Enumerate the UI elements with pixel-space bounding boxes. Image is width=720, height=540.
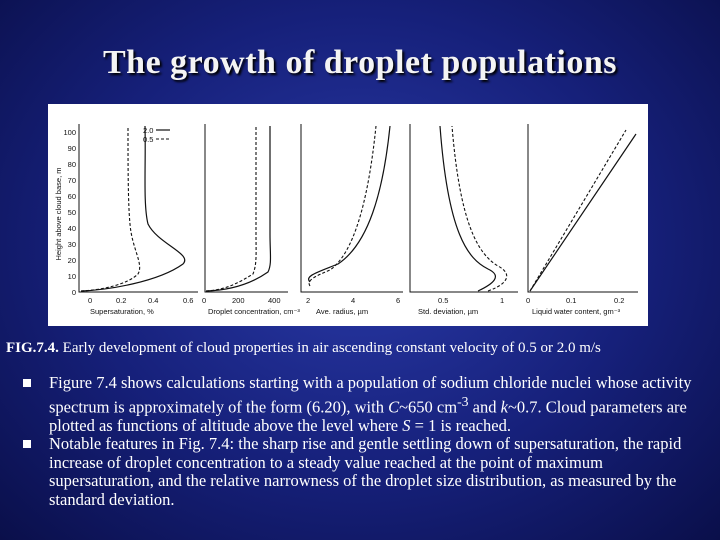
x-tick: 0 <box>202 296 207 305</box>
legend-solid: 2.0 <box>143 126 154 135</box>
figure-caption <box>6 340 720 357</box>
x-axis-label: Liquid water content, gm⁻³ <box>532 307 621 316</box>
y-axis-label: Height above cloud base, m <box>54 167 63 261</box>
bullet-item <box>22 435 702 509</box>
bullet-list <box>22 374 702 510</box>
bullet-text: and <box>468 397 501 417</box>
y-tick: 20 <box>67 256 76 265</box>
x-tick: 2 <box>306 296 311 305</box>
y-tick: 100 <box>63 128 76 137</box>
x-tick: 6 <box>396 296 401 305</box>
figure-image <box>48 104 648 326</box>
y-tick: 30 <box>67 240 76 249</box>
figure-plot <box>48 104 648 326</box>
x-axis-label: Ave. radius, µm <box>316 307 369 316</box>
bullet-square-icon <box>23 379 31 387</box>
caption-text: Early development of cloud properties in air ascending constant velocity of 0.5 or 2.0 m/s <box>58 340 601 356</box>
bullet-text: Figure 7.4 shows calculations starting with a population of sodium chloride nuclei whose activity spectrum is approximately of the form (6.20), with <box>49 373 692 417</box>
x-tick: 0.5 <box>438 296 449 305</box>
legend <box>143 126 170 144</box>
y-tick: 40 <box>67 224 76 233</box>
panel-droplet-concentration <box>202 124 300 316</box>
x-tick: 400 <box>268 296 281 305</box>
slide-title: The growth of droplet populations <box>103 44 617 81</box>
bullet-item <box>22 374 702 435</box>
panel-supersaturation <box>79 124 198 316</box>
panel-liquid-water <box>526 124 638 316</box>
x-tick: 0 <box>526 296 531 305</box>
caption-label: FIG.7.4. <box>6 340 59 356</box>
x-axis-label: Std. deviation, µm <box>418 307 479 316</box>
bullet-text: = 1 is reached. <box>410 415 511 435</box>
bullet-italic: S <box>402 415 411 435</box>
x-tick: 1 <box>500 296 505 305</box>
bullet-text: ~650 cm <box>399 397 458 417</box>
x-axis-label: Supersaturation, % <box>90 307 154 316</box>
panel-average-radius <box>301 124 403 316</box>
bullet-text: ~0.7. Cloud parameters are plotted as functions of altitude above the level where <box>49 397 687 435</box>
y-tick: 80 <box>67 160 76 169</box>
x-tick: 0.2 <box>116 296 127 305</box>
x-tick: 0.6 <box>183 296 194 305</box>
bullet-italic: k <box>500 397 508 417</box>
panel-std-deviation <box>410 124 518 316</box>
x-tick: 4 <box>351 296 356 305</box>
bullet-text: Notable features in Fig. 7.4: the sharp rise and gentle settling down of supersaturation, the rapid increase of droplet concentration to a steady value reached at the point of maximum supersaturation, and the relative narrowness of the droplet size distribution, as measured by the standard deviation. <box>49 434 682 510</box>
bullet-italic: C <box>388 397 400 417</box>
bullet-square-icon <box>23 440 31 448</box>
y-tick: 70 <box>67 176 76 185</box>
y-tick: 10 <box>67 272 76 281</box>
y-tick: 50 <box>67 208 76 217</box>
x-tick: 0.2 <box>614 296 625 305</box>
y-ticks <box>63 128 76 297</box>
y-tick: 90 <box>67 144 76 153</box>
x-axis-label: Droplet concentration, cm⁻³ <box>208 307 300 316</box>
y-tick: 0 <box>71 288 76 297</box>
x-tick: 0.1 <box>566 296 577 305</box>
y-tick: 60 <box>67 192 76 201</box>
x-tick: 0 <box>88 296 93 305</box>
x-tick: 200 <box>232 296 245 305</box>
x-tick: 0.4 <box>148 296 159 305</box>
bullet-superscript: -3 <box>457 393 469 409</box>
legend-dashed: 0.5 <box>143 135 154 144</box>
